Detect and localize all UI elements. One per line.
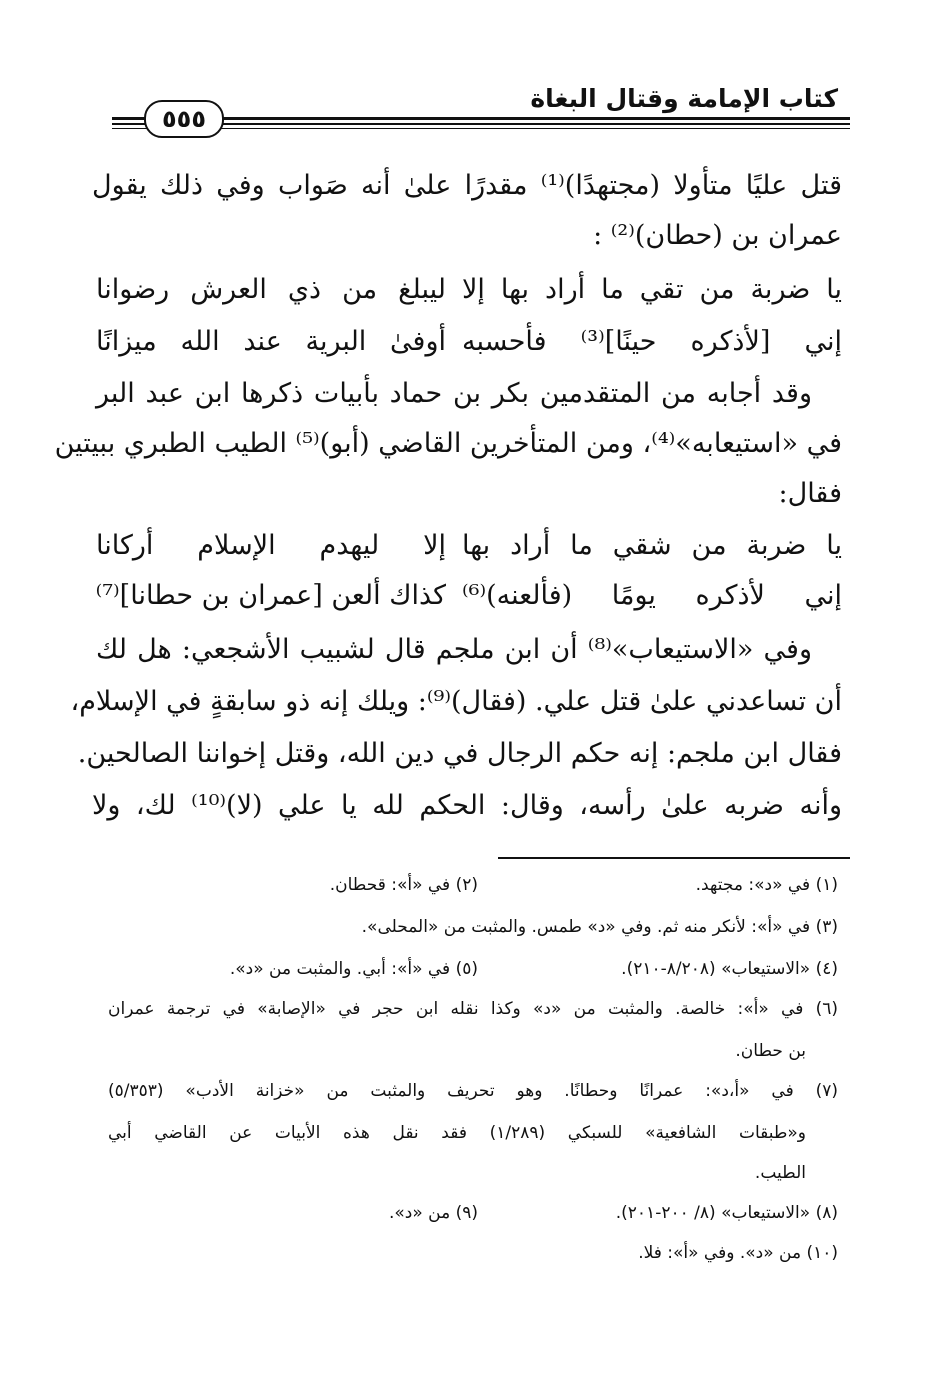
footnote: (٧) في «أ،د»: عمرانًا وحطانًا. وهو تحريف والمثبت من «خزانة الأدب» (٥/٣٥٣) [108,1081,838,1101]
running-header-title: كتاب الإمامة وقتال البغاة [530,84,838,113]
footnote: الطيب. [754,1163,806,1183]
body-line: أن تساعدني علىٰ قتل علي. (فقال)⁽⁹⁾: ويلك إنه ذو سابقةٍ في الإسلام، [70,686,842,717]
verse-hemistich: أوفىٰ البرية عند الله ميزانًا [96,326,446,357]
verse-line [96,576,842,616]
footnote: (٢) في «أ»: قحطان. [329,875,478,895]
body-line: عمران بن (حطان)⁽²⁾ : [593,220,842,251]
footnote: (٤) «الاستيعاب» (٨/٢٠٨-٢١٠). [621,959,838,979]
body-line: قتل عليًا متأولا (مجتهدًا)⁽¹⁾ مقدرًا علىٰ أنه صَواب وفي ذلك يقول [92,170,842,201]
verse-hemistich: يا ضربة من شقي ما أراد بها [462,530,842,561]
body-line: وقد أجابه من المتقدمين بكر بن حماد بأبيات ذكرها ابن عبد البر [96,378,812,409]
verse-hemistich: ليبلغ من ذي العرش رضوانا [96,274,446,305]
footnote: (٣) في «أ»: لأنكر منه ثم. وفي «د» طمس. والمثبت من «المحلى». [361,917,838,937]
body-line: فقال ابن ملجم: إنه حكم الرجال في دين الله، وقتل إخواننا الصالحين. [77,738,842,769]
header-rule [112,128,850,129]
footnote: (٩) من «د». [388,1203,478,1223]
verse-hemistich: كذاك ألعن [عمران بن حطانا]⁽⁷⁾ [95,580,446,611]
footnote: بن حطان. [735,1041,806,1061]
footnote: و«طبقات الشافعية» للسبكي (١/٢٨٩) فقد نقل هذه الأبيات عن القاضي أبي [108,1123,806,1143]
body-line: في «استيعابه»⁽⁴⁾، ومن المتأخرين القاضي (أبو)⁽⁵⁾ الطيب الطبري ببيتين [54,428,842,459]
verse-hemistich: إلا ليهدم الإسلام أركانا [96,530,446,561]
body-line: وأنه ضربه علىٰ رأسه، وقال: الحكم لله يا علي (لا)⁽¹⁰⁾ لك، ولا [92,790,842,821]
footnote: (١) في «د»: مجتهد. [695,875,838,895]
footnote: (١٠) من «د». وفي «أ»: فلا. [638,1243,838,1263]
verse-line [96,526,842,566]
page-number-badge: ٥٥٥ [144,100,224,138]
verse-hemistich: إني [لأذكره حينًا]⁽³⁾ فأحسبه [462,326,842,357]
verse-hemistich: إني لأذكره يومًا (فألعنه)⁽⁶⁾ [462,580,842,611]
body-line: وفي «الاستيعاب»⁽⁸⁾ أن ابن ملجم قال لشبيب الأشجعي: هل لك [96,634,812,665]
footnote-separator [498,857,850,859]
verse-hemistich: يا ضربة من تقي ما أراد بها إلا [462,274,842,305]
verse-line [96,322,842,362]
footnote: (٦) في «أ»: خالصة. والمثبت من «د» وكذا نقله ابن حجر في «الإصابة» في ترجمة عمران [108,999,838,1019]
body-line: فقال: [778,478,842,509]
footnote: (٥) في «أ»: أبي. والمثبت من «د». [229,959,478,979]
footnote: (٨) «الاستيعاب» (٨/ ٢٠٠-٢٠١). [615,1203,838,1223]
verse-line [96,270,842,310]
